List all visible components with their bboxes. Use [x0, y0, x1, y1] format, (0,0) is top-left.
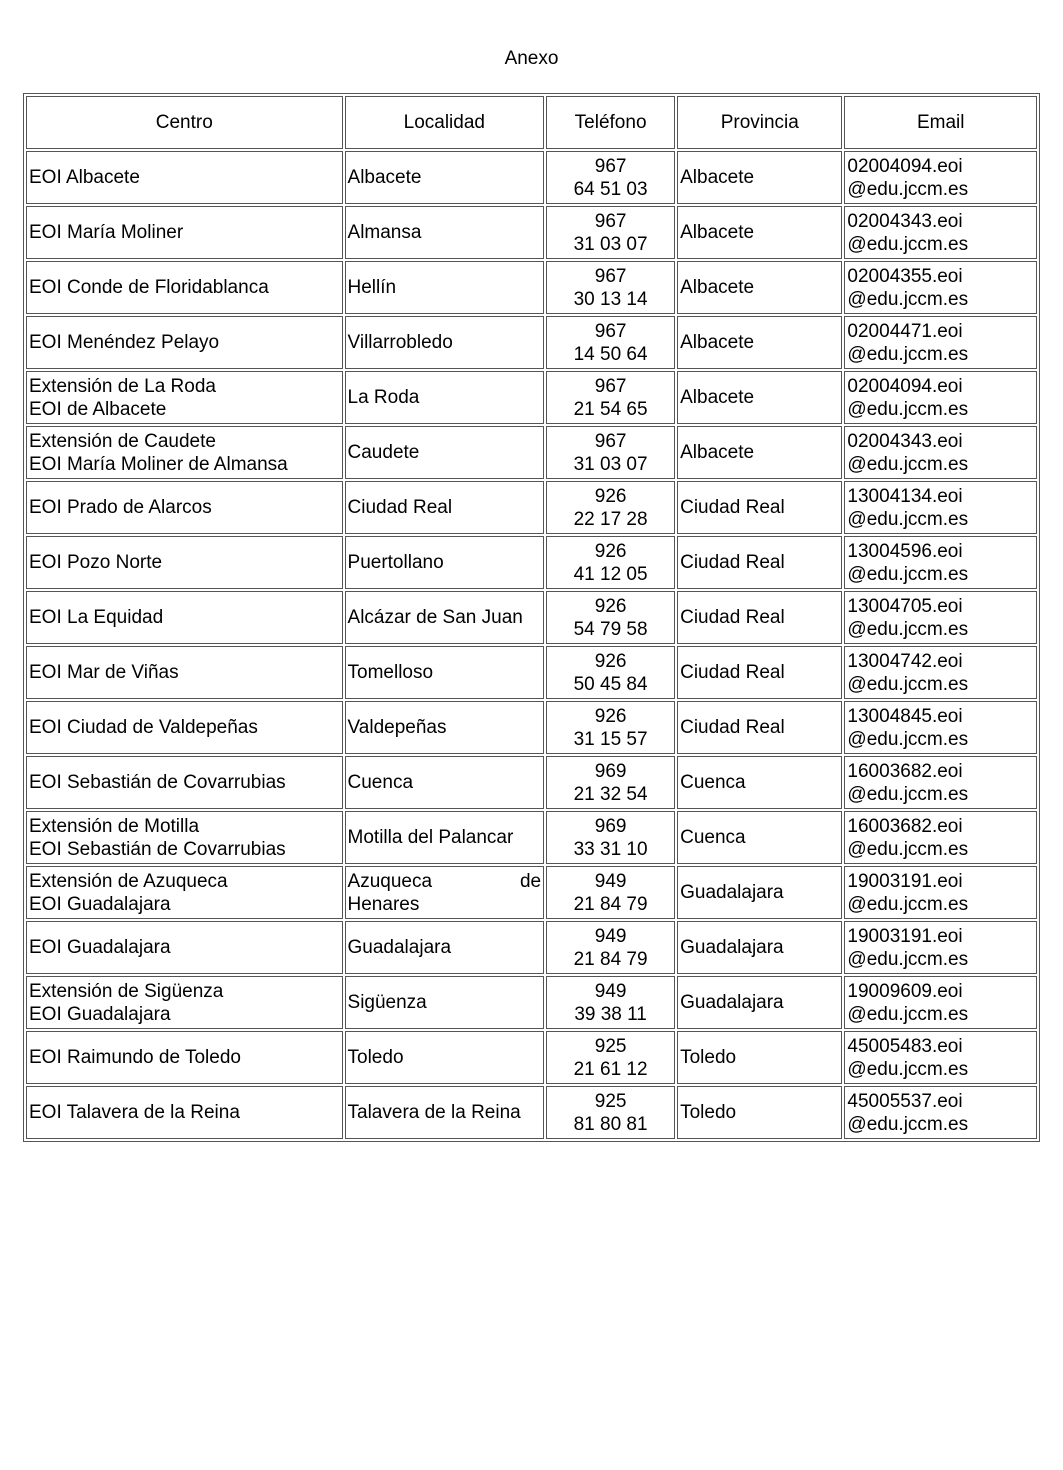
cell-provincia: Ciudad Real: [677, 536, 842, 589]
cell-email-line: @edu.jccm.es: [847, 1113, 969, 1135]
cell-telefono-line: 54 79 58: [573, 618, 648, 640]
cell-telefono-line: 949: [594, 980, 627, 1002]
cell-telefono: [546, 866, 675, 919]
cell-email-line: @edu.jccm.es: [847, 1003, 969, 1025]
cell-email: [844, 206, 1037, 259]
cell-localidad-line: Talavera de la Reina: [347, 1102, 521, 1123]
cell-telefono-line: 926: [594, 705, 627, 727]
cell-email-line: 19009609.eoi: [847, 980, 963, 1002]
cell-telefono-line: 967: [594, 430, 627, 452]
cell-email-line: @edu.jccm.es: [847, 508, 969, 530]
cell-provincia: Albacete: [677, 426, 842, 479]
cell-centro: [26, 866, 343, 919]
cell-localidad-line: Albacete: [347, 167, 422, 188]
cell-telefono: [546, 151, 675, 204]
cell-centro-line: EOI Pozo Norte: [29, 552, 163, 573]
cell-centro: [26, 481, 343, 534]
cell-provincia: Guadalajara: [677, 921, 842, 974]
cell-localidad-line: Puertollano: [347, 552, 444, 573]
cell-localidad: [345, 1031, 545, 1084]
cell-email-line: @edu.jccm.es: [847, 783, 969, 805]
cell-telefono: [546, 976, 675, 1029]
cell-centro: [26, 316, 343, 369]
cell-email: [844, 811, 1037, 864]
cell-telefono-line: 926: [594, 650, 627, 672]
cell-telefono-line: 926: [594, 485, 627, 507]
cell-localidad-line: Cuenca: [347, 772, 414, 793]
cell-localidad-line: Sigüenza: [347, 992, 427, 1013]
cell-provincia: Toledo: [677, 1031, 842, 1084]
cell-centro-line: EOI Sebastián de Covarrubias: [29, 838, 286, 860]
cell-centro-line: Extensión de Motilla: [29, 815, 200, 837]
cell-telefono: [546, 1086, 675, 1139]
cell-telefono-line: 30 13 14: [573, 288, 648, 310]
cell-email-line: 13004596.eoi: [847, 540, 963, 562]
cell-localidad-line: Tomelloso: [347, 662, 434, 683]
cell-provincia: Cuenca: [677, 756, 842, 809]
cell-email-line: @edu.jccm.es: [847, 563, 969, 585]
cell-email-line: @edu.jccm.es: [847, 453, 969, 475]
cell-telefono-line: 21 84 79: [573, 893, 648, 915]
cell-email: [844, 756, 1037, 809]
cell-localidad-line: Alcázar de San Juan: [347, 607, 523, 628]
table-row: [26, 701, 1037, 754]
cell-email-line: 45005537.eoi: [847, 1090, 963, 1112]
table-row: [26, 976, 1037, 1029]
cell-email-line: @edu.jccm.es: [847, 398, 969, 420]
cell-email-line: @edu.jccm.es: [847, 673, 969, 695]
cell-email: [844, 1086, 1037, 1139]
cell-telefono: [546, 701, 675, 754]
cell-centro-line: Extensión de La Roda: [29, 375, 216, 397]
cell-localidad: [345, 316, 545, 369]
cell-provincia: Ciudad Real: [677, 646, 842, 699]
column-header-provincia: Provincia: [677, 96, 842, 149]
cell-localidad-line: Almansa: [347, 222, 422, 243]
cell-email-line: 16003682.eoi: [847, 760, 963, 782]
cell-provincia: Guadalajara: [677, 866, 842, 919]
cell-email-line: 13004134.eoi: [847, 485, 963, 507]
cell-email-line: @edu.jccm.es: [847, 893, 969, 915]
cell-centro-line: EOI La Equidad: [29, 607, 164, 628]
cell-centro-line: EOI Guadalajara: [29, 1003, 171, 1025]
cell-email-line: 13004705.eoi: [847, 595, 963, 617]
table-row: [26, 921, 1037, 974]
cell-localidad: [345, 866, 545, 919]
table-row: [26, 261, 1037, 314]
cell-localidad: [345, 481, 545, 534]
cell-email: [844, 371, 1037, 424]
table-row: [26, 371, 1037, 424]
cell-centro-line: Extensión de Sigüenza: [29, 980, 224, 1002]
cell-telefono-line: 967: [594, 155, 627, 177]
cell-email-line: 13004845.eoi: [847, 705, 963, 727]
table-row: [26, 151, 1037, 204]
cell-telefono-line: 925: [594, 1090, 627, 1112]
cell-provincia: Toledo: [677, 1086, 842, 1139]
cell-localidad: [345, 756, 545, 809]
cell-centro: [26, 976, 343, 1029]
cell-centro-line: EOI María Moliner: [29, 222, 184, 243]
cell-telefono-line: 967: [594, 265, 627, 287]
cell-localidad-line: Valdepeñas: [347, 717, 447, 738]
cell-centro-line: EOI Ciudad de Valdepeñas: [29, 717, 258, 738]
cell-centro-line: EOI Sebastián de Covarrubias: [29, 772, 286, 793]
cell-provincia: Guadalajara: [677, 976, 842, 1029]
cell-email-line: @edu.jccm.es: [847, 728, 969, 750]
column-header-localidad: Localidad: [345, 96, 545, 149]
cell-centro: [26, 261, 343, 314]
cell-telefono: [546, 756, 675, 809]
table-row: [26, 756, 1037, 809]
cell-localidad: [345, 151, 545, 204]
cell-provincia: Albacete: [677, 316, 842, 369]
cell-telefono-line: 31 15 57: [573, 728, 648, 750]
cell-localidad: [345, 811, 545, 864]
cell-telefono: [546, 921, 675, 974]
cell-provincia: Albacete: [677, 371, 842, 424]
cell-email: [844, 481, 1037, 534]
page-title: Anexo: [504, 48, 559, 69]
cell-centro: [26, 206, 343, 259]
cell-telefono-line: 949: [594, 870, 627, 892]
cell-telefono-line: 21 61 12: [573, 1058, 648, 1080]
cell-telefono-line: 969: [594, 760, 627, 782]
cell-localidad-word: de: [519, 870, 542, 892]
cell-centro-line: EOI Guadalajara: [29, 893, 171, 915]
cell-centro-line: EOI María Moliner de Almansa: [29, 453, 288, 475]
cell-localidad: [345, 976, 545, 1029]
annex-table: [23, 93, 1040, 1142]
cell-localidad: [345, 646, 545, 699]
cell-centro-line: EOI Raimundo de Toledo: [29, 1047, 241, 1068]
cell-telefono-line: 31 03 07: [573, 233, 648, 255]
cell-telefono-line: 926: [594, 540, 627, 562]
cell-telefono: [546, 316, 675, 369]
cell-telefono-line: 39 38 11: [574, 1003, 647, 1025]
cell-email-line: 02004094.eoi: [847, 375, 963, 397]
cell-localidad-line: La Roda: [347, 387, 420, 408]
cell-email: [844, 591, 1037, 644]
cell-centro: [26, 1031, 343, 1084]
cell-email-line: 02004343.eoi: [847, 430, 963, 452]
cell-email: [844, 316, 1037, 369]
table-row: [26, 426, 1037, 479]
cell-localidad-word: Azuqueca: [347, 870, 433, 892]
cell-email: [844, 1031, 1037, 1084]
cell-email: [844, 976, 1037, 1029]
cell-email-line: 02004094.eoi: [847, 155, 963, 177]
cell-email-line: @edu.jccm.es: [847, 178, 969, 200]
cell-localidad: [345, 261, 545, 314]
table-row: [26, 646, 1037, 699]
cell-localidad: [345, 1086, 545, 1139]
cell-localidad-line: [348, 870, 542, 893]
table-row: [26, 866, 1037, 919]
cell-telefono-line: 21 32 54: [573, 783, 648, 805]
cell-centro-line: EOI Albacete: [29, 167, 140, 188]
cell-email-line: 19003191.eoi: [847, 870, 963, 892]
table-row: [26, 536, 1037, 589]
cell-telefono: [546, 206, 675, 259]
cell-centro-line: EOI de Albacete: [29, 398, 167, 420]
column-header-centro: Centro: [26, 96, 343, 149]
table-row: [26, 316, 1037, 369]
cell-telefono-line: 41 12 05: [573, 563, 648, 585]
cell-localidad: [345, 536, 545, 589]
cell-localidad: [345, 921, 545, 974]
cell-localidad-line: Ciudad Real: [347, 497, 453, 518]
cell-telefono: [546, 811, 675, 864]
cell-telefono: [546, 371, 675, 424]
cell-telefono-line: 31 03 07: [573, 453, 648, 475]
cell-centro-line: Extensión de Azuqueca: [29, 870, 228, 892]
cell-localidad-line: Hellín: [347, 277, 397, 298]
cell-email: [844, 866, 1037, 919]
column-header-email: Email: [844, 96, 1037, 149]
cell-centro-line: EOI Prado de Alarcos: [29, 497, 212, 518]
cell-email-line: 45005483.eoi: [847, 1035, 963, 1057]
column-header-telefono: Teléfono: [546, 96, 675, 149]
cell-localidad-line: Villarrobledo: [347, 332, 453, 353]
cell-email: [844, 921, 1037, 974]
cell-telefono: [546, 481, 675, 534]
cell-centro: [26, 921, 343, 974]
cell-localidad: [345, 701, 545, 754]
cell-provincia: Albacete: [677, 151, 842, 204]
cell-localidad: [345, 206, 545, 259]
cell-provincia: Albacete: [677, 206, 842, 259]
cell-centro-line: EOI Mar de Viñas: [29, 662, 179, 683]
cell-telefono-line: 949: [594, 925, 627, 947]
cell-localidad-line: Guadalajara: [347, 937, 452, 958]
cell-email-line: 02004343.eoi: [847, 210, 963, 232]
table-row: [26, 1086, 1037, 1139]
cell-telefono-line: 969: [594, 815, 627, 837]
cell-localidad-line: Caudete: [347, 442, 420, 463]
cell-email-line: @edu.jccm.es: [847, 233, 969, 255]
cell-centro: [26, 646, 343, 699]
cell-email-line: @edu.jccm.es: [847, 948, 969, 970]
cell-email-line: @edu.jccm.es: [847, 343, 969, 365]
cell-centro-line: EOI Guadalajara: [29, 937, 171, 958]
cell-localidad: [345, 591, 545, 644]
cell-email-line: @edu.jccm.es: [847, 288, 969, 310]
cell-centro-line: EOI Conde de Floridablanca: [29, 277, 269, 298]
cell-telefono: [546, 426, 675, 479]
cell-telefono: [546, 536, 675, 589]
cell-email: [844, 151, 1037, 204]
cell-localidad: [345, 371, 545, 424]
cell-telefono-line: 967: [594, 375, 627, 397]
cell-centro: [26, 536, 343, 589]
cell-telefono: [546, 646, 675, 699]
cell-telefono-line: 926: [594, 595, 627, 617]
cell-email: [844, 261, 1037, 314]
cell-telefono-line: 14 50 64: [573, 343, 648, 365]
cell-localidad-line: Toledo: [347, 1047, 404, 1068]
table-row: [26, 591, 1037, 644]
cell-email: [844, 701, 1037, 754]
table-row: [26, 206, 1037, 259]
cell-localidad: [345, 426, 545, 479]
cell-provincia: Cuenca: [677, 811, 842, 864]
cell-centro: [26, 591, 343, 644]
cell-email: [844, 646, 1037, 699]
cell-centro: [26, 811, 343, 864]
cell-telefono-line: 925: [594, 1035, 627, 1057]
cell-email-line: @edu.jccm.es: [847, 618, 969, 640]
cell-email-line: @edu.jccm.es: [847, 838, 969, 860]
cell-email-line: 02004355.eoi: [847, 265, 963, 287]
cell-email-line: @edu.jccm.es: [847, 1058, 969, 1080]
cell-centro: [26, 426, 343, 479]
cell-telefono-line: 33 31 10: [573, 838, 648, 860]
cell-telefono: [546, 1031, 675, 1084]
cell-centro: [26, 151, 343, 204]
cell-email-line: 13004742.eoi: [847, 650, 963, 672]
cell-telefono: [546, 261, 675, 314]
cell-telefono-line: 21 84 79: [573, 948, 648, 970]
cell-telefono-line: 967: [594, 320, 627, 342]
cell-telefono-line: 21 54 65: [573, 398, 648, 420]
cell-telefono-line: 64 51 03: [573, 178, 648, 200]
cell-telefono-line: 50 45 84: [573, 673, 648, 695]
cell-telefono-line: 967: [594, 210, 627, 232]
cell-email-line: 02004471.eoi: [847, 320, 963, 342]
cell-provincia: Ciudad Real: [677, 481, 842, 534]
cell-centro-line: EOI Talavera de la Reina: [29, 1102, 240, 1123]
table-row: [26, 811, 1037, 864]
cell-telefono-line: 81 80 81: [573, 1113, 648, 1135]
cell-email-line: 19003191.eoi: [847, 925, 963, 947]
cell-provincia: Ciudad Real: [677, 591, 842, 644]
cell-centro: [26, 371, 343, 424]
cell-email: [844, 426, 1037, 479]
cell-provincia: Ciudad Real: [677, 701, 842, 754]
table-row: [26, 481, 1037, 534]
cell-centro: [26, 701, 343, 754]
cell-centro: [26, 756, 343, 809]
cell-centro-line: Extensión de Caudete: [29, 430, 216, 452]
cell-centro: [26, 1086, 343, 1139]
cell-telefono-line: 22 17 28: [573, 508, 648, 530]
cell-localidad-line: Motilla del Palancar: [347, 827, 514, 848]
table-row: [26, 1031, 1037, 1084]
cell-provincia: Albacete: [677, 261, 842, 314]
cell-localidad-line: Henares: [347, 893, 420, 915]
cell-telefono: [546, 591, 675, 644]
table-header-row: [26, 96, 1037, 149]
cell-centro-line: EOI Menéndez Pelayo: [29, 332, 220, 353]
cell-email-line: 16003682.eoi: [847, 815, 963, 837]
cell-email: [844, 536, 1037, 589]
